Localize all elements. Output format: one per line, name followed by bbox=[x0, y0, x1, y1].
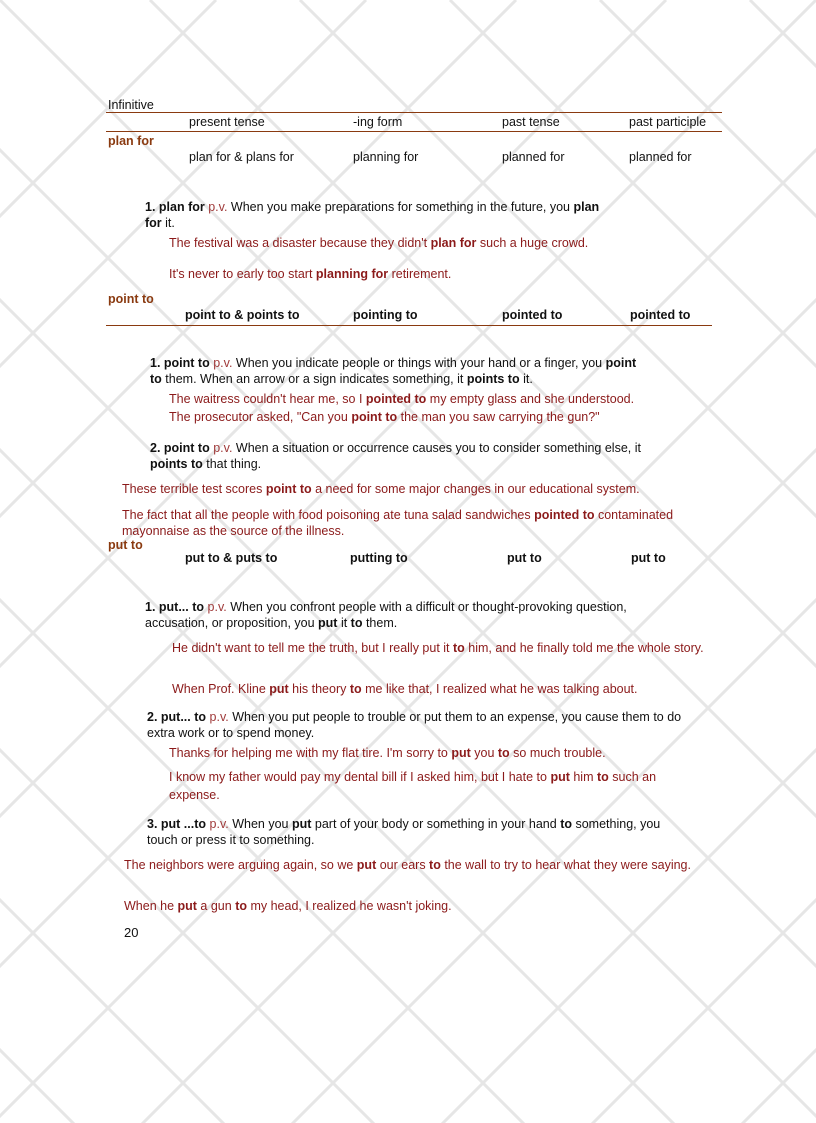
plan-for-present: plan for & plans for bbox=[189, 150, 294, 164]
point-to-definition-2: 2. point to p.v. When a situation or occurrence causes you to consider something else, it points to that thing. bbox=[150, 441, 641, 471]
point-to-example-3: These terrible test scores point to a need for some major changes in our educational system. bbox=[122, 482, 640, 496]
put-to-example-4: I know my father would pay my dental bill if I asked him, but I hate to put him to such an expense. bbox=[169, 770, 657, 802]
point-to-rule bbox=[106, 325, 712, 326]
plan-for-past: planned for bbox=[502, 150, 565, 164]
put-to-example-3: Thanks for helping me with my flat tire. I'm sorry to put you to so much trouble. bbox=[169, 746, 606, 760]
page-number: 20 bbox=[124, 925, 139, 940]
header-top-rule bbox=[106, 112, 722, 113]
entry-point-to: point to bbox=[108, 292, 154, 306]
point-to-past: pointed to bbox=[502, 308, 563, 322]
header-present-tense: present tense bbox=[189, 115, 265, 129]
entry-put-to: put to bbox=[108, 538, 143, 552]
put-to-definition-2: 2. put... to p.v. When you put people to trouble or put them to an expense, you cause them to do extra work or to spend money. bbox=[147, 710, 682, 740]
put-to-definition-3: 3. put ...to p.v. When you put part of your body or something in your hand to something, you touch or press it to something. bbox=[147, 817, 661, 847]
header-past-tense: past tense bbox=[502, 115, 560, 129]
plan-for-participle: planned for bbox=[629, 150, 692, 164]
header-infinitive: Infinitive bbox=[108, 98, 154, 112]
plan-for-example-1: The festival was a disaster because they didn't plan for such a huge crowd. bbox=[169, 236, 589, 250]
plan-for-definition-1: 1. plan for p.v. When you make preparations for something in the future, you plan for it. bbox=[145, 200, 600, 230]
put-to-example-2: When Prof. Kline put his theory to me like that, I realized what he was talking about. bbox=[172, 682, 638, 696]
point-to-participle: pointed to bbox=[630, 308, 691, 322]
put-to-example-6: When he put a gun to my head, I realized he wasn't joking. bbox=[124, 899, 452, 913]
point-to-example-1: The waitress couldn't hear me, so I pointed to my empty glass and she understood. bbox=[169, 392, 635, 406]
plan-for-example-2: It's never to early too start planning for retirement. bbox=[169, 267, 452, 281]
header-bottom-rule bbox=[106, 131, 722, 132]
point-to-example-2: The prosecutor asked, "Can you point to the man you saw carrying the gun?" bbox=[169, 410, 600, 424]
put-to-participle: put to bbox=[631, 551, 666, 565]
plan-for-ing: planning for bbox=[353, 150, 419, 164]
put-to-definition-1: 1. put... to p.v. When you confront people with a difficult or thought-provoking question, accusation, or proposition, you put it to them. bbox=[145, 600, 627, 630]
point-to-ing: pointing to bbox=[353, 308, 418, 322]
put-to-example-5: The neighbors were arguing again, so we put our ears to the wall to try to hear what they were saying. bbox=[124, 858, 691, 872]
entry-plan-for: plan for bbox=[108, 134, 154, 148]
put-to-example-1: He didn't want to tell me the truth, but I really put it to him, and he finally told me the whole story. bbox=[172, 641, 704, 655]
header-past-participle: past participle bbox=[629, 115, 707, 129]
point-to-definition-1: 1. point to p.v. When you indicate people or things with your hand or a finger, you point to them. When an arrow or a sign indicates something, it points to it. bbox=[150, 356, 637, 386]
put-to-present: put to & puts to bbox=[185, 551, 278, 565]
put-to-past: put to bbox=[507, 551, 542, 565]
point-to-example-4: The fact that all the people with food poisoning ate tuna salad sandwiches pointed to contaminated mayonnaise as the source of the illness. bbox=[122, 508, 674, 538]
point-to-present: point to & points to bbox=[185, 308, 300, 322]
put-to-ing: putting to bbox=[350, 551, 408, 565]
header-ing-form: -ing form bbox=[353, 115, 403, 129]
